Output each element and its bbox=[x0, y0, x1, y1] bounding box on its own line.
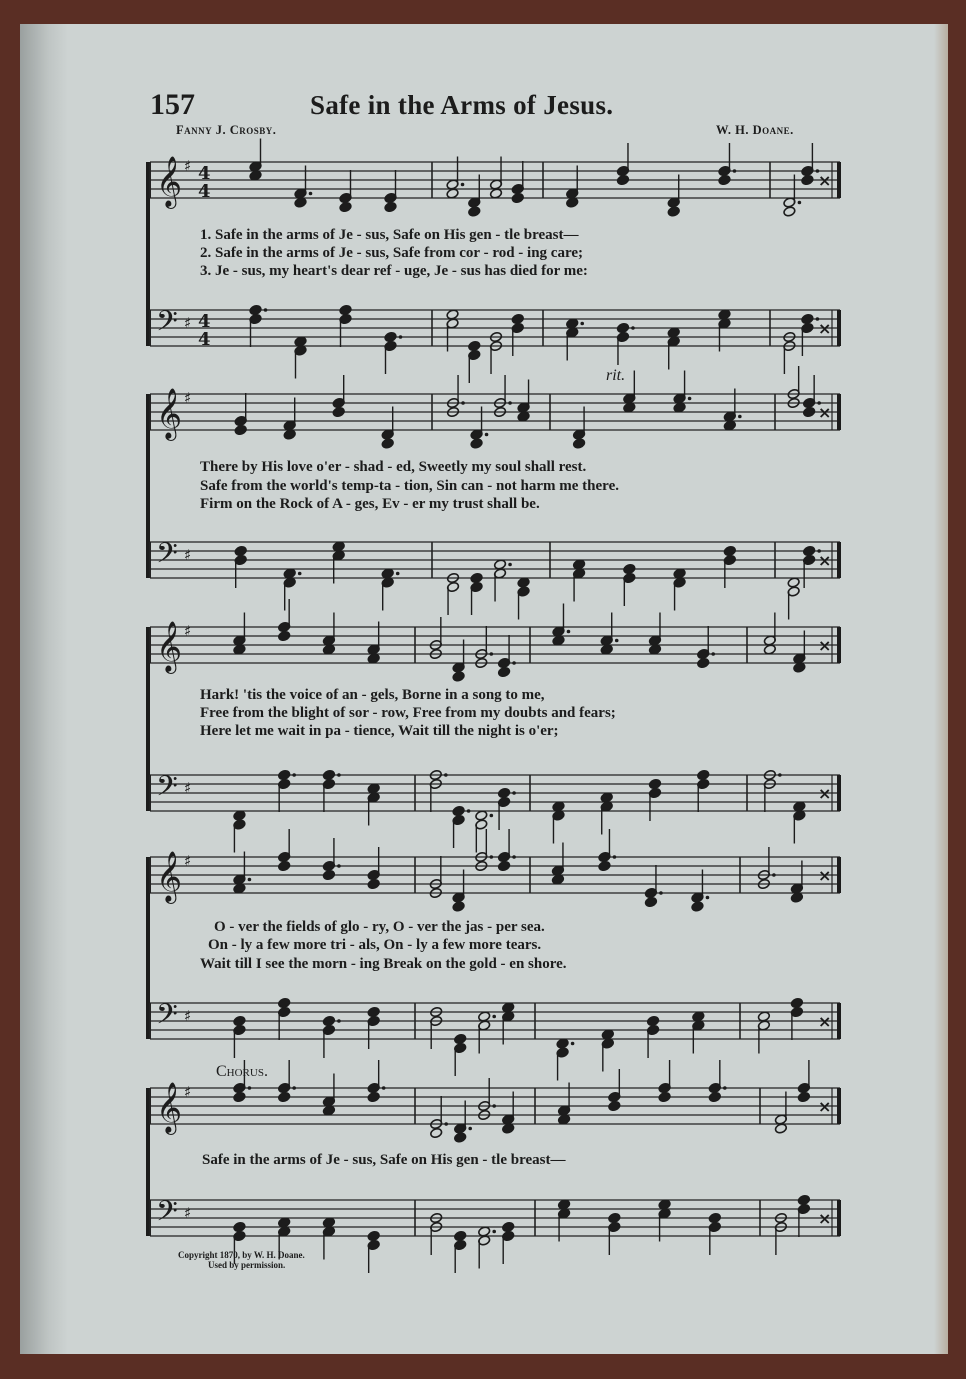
notehead bbox=[801, 313, 814, 324]
hymn-number: 157 bbox=[150, 88, 195, 121]
key-signature-sharp: ♯ bbox=[184, 389, 192, 407]
rest-symbol: × bbox=[818, 784, 832, 803]
lyric-line: O - ver the fields of glo - ry, O - ver the jas - per sea. bbox=[214, 919, 545, 935]
dot bbox=[309, 192, 313, 196]
notehead bbox=[647, 1015, 660, 1026]
notehead bbox=[797, 1194, 810, 1205]
notehead bbox=[367, 1091, 380, 1102]
notehead bbox=[783, 206, 796, 217]
lyricist-credit: Fanny J. Crosby. bbox=[176, 123, 277, 137]
chorus-label: Chorus. bbox=[216, 1063, 268, 1080]
notehead bbox=[278, 769, 291, 780]
notehead bbox=[644, 896, 657, 907]
dot bbox=[461, 183, 465, 187]
dot bbox=[723, 1086, 727, 1090]
key-signature-sharp: ♯ bbox=[184, 546, 192, 564]
notehead bbox=[452, 805, 465, 816]
dot bbox=[337, 1019, 341, 1023]
dot bbox=[461, 401, 465, 405]
dot bbox=[264, 308, 268, 312]
end-barline bbox=[837, 1200, 841, 1236]
notehead bbox=[708, 1212, 721, 1223]
lyric-line: 2. Safe in the arms of Je - sus, Safe from cor - rod - ing care; bbox=[200, 245, 583, 261]
lyric-line: On - ly a few more tri - als, On - ly a few more tears. bbox=[208, 937, 542, 953]
dot bbox=[337, 773, 341, 777]
dot bbox=[631, 326, 635, 330]
notehead bbox=[718, 174, 731, 185]
notehead bbox=[234, 424, 247, 435]
dot bbox=[292, 773, 296, 777]
notehead bbox=[468, 206, 481, 217]
notehead bbox=[803, 545, 816, 556]
notehead bbox=[470, 438, 483, 449]
notehead bbox=[367, 1230, 380, 1241]
notehead bbox=[498, 860, 511, 871]
dot bbox=[468, 1127, 472, 1131]
hymn-title: Safe in the Arms of Jesus. bbox=[310, 90, 614, 120]
notehead bbox=[322, 869, 335, 880]
notehead bbox=[573, 438, 586, 449]
notehead bbox=[502, 1221, 515, 1232]
dot bbox=[711, 652, 715, 656]
notehead bbox=[233, 1221, 246, 1232]
bass-clef: 𝄢 bbox=[156, 998, 178, 1038]
time-signature: 4 bbox=[198, 181, 211, 202]
lyric-line: 1. Safe in the arms of Je - sus, Safe on His gen - tle breast— bbox=[200, 227, 579, 243]
time-signature: 4 bbox=[198, 311, 211, 332]
dot bbox=[733, 169, 737, 173]
dot bbox=[382, 1086, 386, 1090]
notehead bbox=[339, 304, 352, 315]
notehead bbox=[468, 340, 481, 351]
key-signature-sharp: ♯ bbox=[184, 157, 192, 175]
notehead bbox=[648, 778, 661, 789]
notehead bbox=[430, 1127, 443, 1138]
notehead bbox=[278, 630, 291, 641]
notehead bbox=[797, 1091, 810, 1102]
rest-symbol: × bbox=[818, 1097, 832, 1116]
dot bbox=[492, 1230, 496, 1234]
notehead bbox=[667, 206, 680, 217]
notehead bbox=[608, 1212, 621, 1223]
treble-clef: 𝄞 bbox=[156, 1082, 183, 1133]
rest-symbol: × bbox=[818, 1012, 832, 1031]
notehead bbox=[790, 997, 803, 1008]
end-barline bbox=[837, 857, 841, 893]
dot bbox=[444, 1122, 448, 1126]
notehead bbox=[278, 860, 291, 871]
lyric-line: 3. Je - sus, my heart's dear ref - uge, Je - sus has died for me: bbox=[200, 263, 588, 279]
dot bbox=[292, 1086, 296, 1090]
lyric-line: Wait till I see the morn - ing Break on the gold - en shore. bbox=[200, 956, 567, 972]
dot bbox=[512, 791, 516, 795]
dot bbox=[508, 563, 512, 567]
notehead bbox=[454, 1132, 467, 1143]
notehead bbox=[452, 901, 465, 912]
notehead bbox=[697, 657, 710, 668]
notehead bbox=[697, 769, 710, 780]
notehead bbox=[658, 1091, 671, 1102]
dot bbox=[492, 1015, 496, 1019]
dot bbox=[798, 201, 802, 205]
lyric-line: There by His love o'er - shad - ed, Sweetly my soul shall rest. bbox=[200, 459, 587, 475]
notehead bbox=[454, 1033, 467, 1044]
notehead bbox=[498, 666, 511, 677]
notehead bbox=[616, 322, 629, 333]
dot bbox=[512, 661, 516, 665]
lyric-line: Free from the blight of sor - row, Free from my doubts and fears; bbox=[200, 705, 616, 721]
notehead bbox=[723, 545, 736, 556]
end-barline bbox=[837, 162, 841, 198]
rest-symbol: × bbox=[818, 636, 832, 655]
dot bbox=[738, 415, 742, 419]
key-signature-sharp: ♯ bbox=[184, 314, 192, 332]
bass-clef: 𝄢 bbox=[156, 305, 178, 345]
lyric-line: Hark! 'tis the voice of an - gels, Borne in a song to me, bbox=[200, 687, 545, 703]
notehead bbox=[598, 860, 611, 871]
lyric-line: Safe from the world's temp-ta - tion, Sin can - not harm me there. bbox=[200, 478, 619, 494]
notehead bbox=[381, 438, 394, 449]
dot bbox=[659, 891, 663, 895]
notehead bbox=[623, 563, 636, 574]
notehead bbox=[384, 331, 397, 342]
time-signature: 4 bbox=[198, 329, 211, 350]
dot bbox=[248, 878, 252, 882]
end-barline bbox=[837, 775, 841, 811]
dot bbox=[399, 335, 403, 339]
key-signature-sharp: ♯ bbox=[184, 622, 192, 640]
dot bbox=[613, 855, 617, 859]
time-signature: 4 bbox=[198, 163, 211, 184]
dot bbox=[778, 773, 782, 777]
rest-symbol: × bbox=[818, 1209, 832, 1228]
composer-credit: W. H. Doane. bbox=[716, 123, 794, 137]
dot bbox=[444, 773, 448, 777]
notehead bbox=[233, 1015, 246, 1026]
dot bbox=[248, 1086, 252, 1090]
end-barline bbox=[837, 1003, 841, 1039]
end-barline bbox=[837, 310, 841, 346]
notehead bbox=[511, 192, 524, 203]
notehead bbox=[322, 769, 335, 780]
dot bbox=[567, 630, 571, 634]
copyright-line: Copyright 1870, by W. H. Doane. bbox=[178, 1250, 305, 1260]
notehead bbox=[367, 878, 380, 889]
lyric-line: Safe in the arms of Je - sus, Safe on His gen - tle breast— bbox=[202, 1152, 566, 1168]
bass-clef: 𝄢 bbox=[156, 537, 178, 577]
notehead bbox=[233, 1091, 246, 1102]
rest-symbol: × bbox=[818, 319, 832, 338]
notehead bbox=[470, 572, 483, 583]
dot bbox=[298, 572, 302, 576]
key-signature-sharp: ♯ bbox=[184, 1204, 192, 1222]
dot bbox=[337, 864, 341, 868]
treble-clef: 𝄞 bbox=[156, 156, 183, 207]
notehead bbox=[616, 174, 629, 185]
dot bbox=[512, 855, 516, 859]
ritardando-marking: rit. bbox=[606, 367, 626, 384]
permission-line: Used by permission. bbox=[208, 1260, 286, 1270]
notehead bbox=[278, 997, 291, 1008]
notehead bbox=[249, 304, 262, 315]
dot bbox=[571, 1042, 575, 1046]
end-barline bbox=[837, 542, 841, 578]
notehead bbox=[367, 1006, 380, 1017]
dot bbox=[490, 855, 494, 859]
rest-symbol: × bbox=[818, 866, 832, 885]
notehead bbox=[278, 1091, 291, 1102]
key-signature-sharp: ♯ bbox=[184, 779, 192, 797]
key-signature-sharp: ♯ bbox=[184, 1007, 192, 1025]
dot bbox=[615, 639, 619, 643]
dot bbox=[490, 652, 494, 656]
bass-clef: 𝄢 bbox=[156, 770, 178, 810]
treble-clef: 𝄞 bbox=[156, 851, 183, 902]
notehead bbox=[454, 1230, 467, 1241]
notehead bbox=[801, 174, 814, 185]
dot bbox=[508, 401, 512, 405]
treble-clef: 𝄞 bbox=[156, 388, 183, 439]
dot bbox=[396, 572, 400, 576]
notehead bbox=[384, 201, 397, 212]
notehead bbox=[511, 313, 524, 324]
notehead bbox=[803, 406, 816, 417]
dot bbox=[467, 809, 471, 813]
dot bbox=[706, 896, 710, 900]
notehead bbox=[498, 787, 511, 798]
dot bbox=[580, 322, 584, 326]
dot bbox=[688, 397, 692, 401]
dot bbox=[492, 1104, 496, 1108]
notehead bbox=[339, 201, 352, 212]
notehead bbox=[708, 1091, 721, 1102]
notehead bbox=[332, 406, 345, 417]
key-signature-sharp: ♯ bbox=[184, 852, 192, 870]
end-barline bbox=[837, 627, 841, 663]
dot bbox=[772, 873, 776, 877]
rest-symbol: × bbox=[818, 171, 832, 190]
dot bbox=[490, 814, 494, 818]
notehead bbox=[322, 1015, 335, 1026]
notehead bbox=[234, 545, 247, 556]
lyric-line: Here let me wait in pa - tience, Wait till the night is o'er; bbox=[200, 723, 559, 739]
notehead bbox=[691, 901, 704, 912]
notehead bbox=[608, 1100, 621, 1111]
notehead bbox=[452, 671, 465, 682]
treble-clef: 𝄞 bbox=[156, 621, 183, 672]
bass-clef: 𝄢 bbox=[156, 1195, 178, 1235]
end-barline bbox=[837, 394, 841, 430]
rest-symbol: × bbox=[818, 403, 832, 422]
key-signature-sharp: ♯ bbox=[184, 1083, 192, 1101]
dot bbox=[485, 433, 489, 437]
lyric-line: Firm on the Rock of A - ges, Ev - er my trust shall be. bbox=[200, 496, 540, 512]
rest-symbol: × bbox=[818, 551, 832, 570]
end-barline bbox=[837, 1088, 841, 1124]
